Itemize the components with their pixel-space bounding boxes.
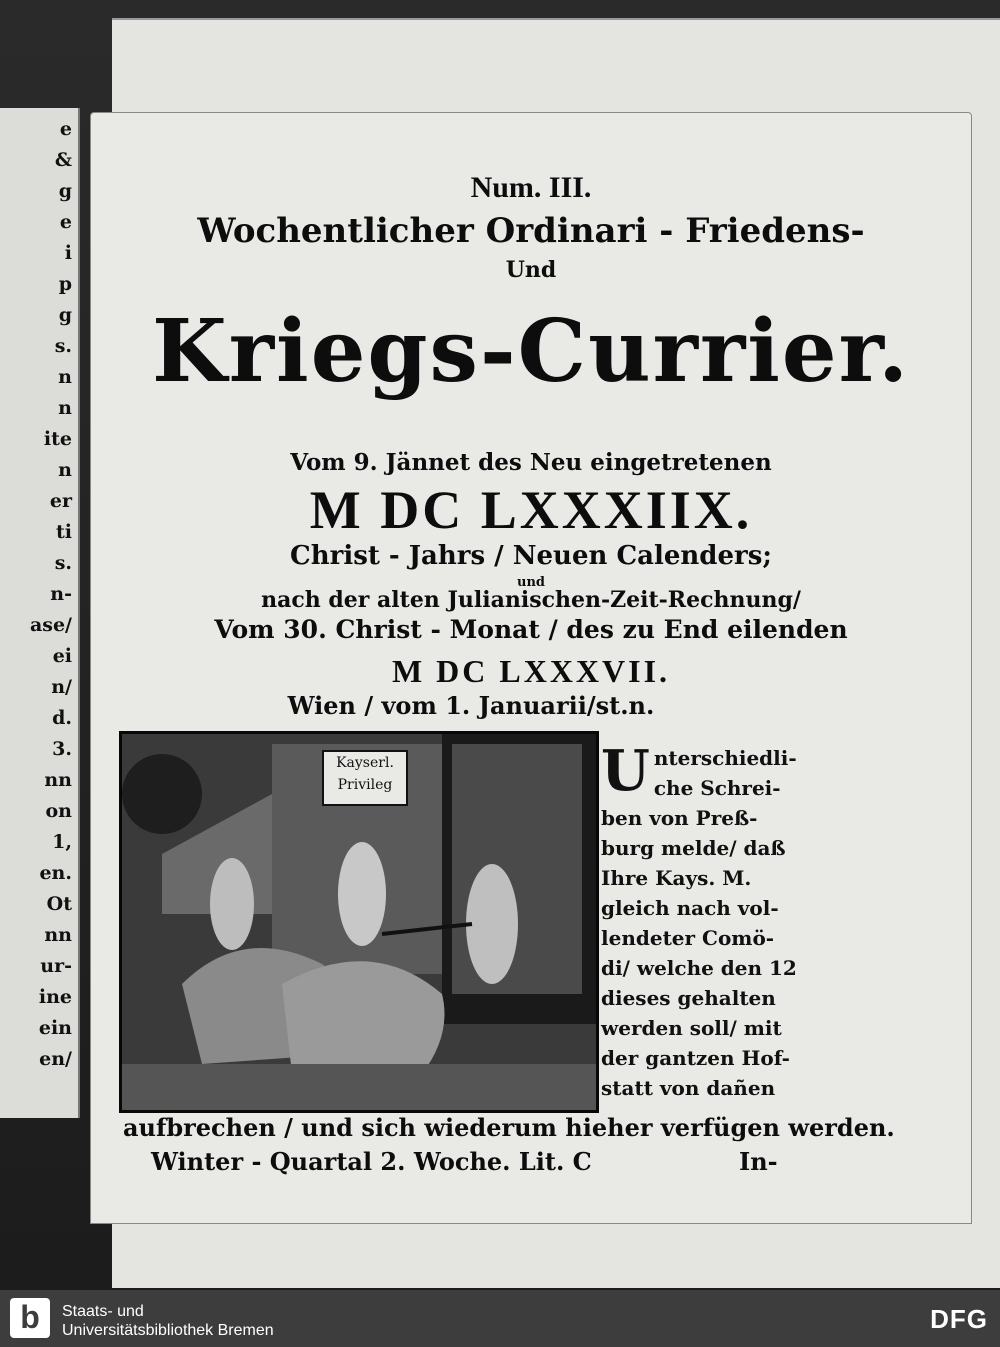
left-page-fragment: ite bbox=[43, 428, 72, 450]
left-page-fragment: 3. bbox=[52, 738, 72, 760]
left-page-fragment: on bbox=[45, 800, 72, 822]
left-page-fragment: i bbox=[64, 242, 72, 264]
woodcut-illustration bbox=[119, 731, 599, 1113]
left-page-fragment: g bbox=[58, 180, 72, 202]
date-line-1: Vom 9. Jännet des Neu eingetretenen bbox=[290, 449, 772, 476]
article-line: werden soll/ mit bbox=[601, 1016, 782, 1040]
left-page-fragment: er bbox=[49, 490, 72, 512]
article-line: che Schrei- bbox=[653, 776, 781, 800]
left-page-fragment: en. bbox=[39, 862, 72, 884]
left-page-fragment: Ot bbox=[46, 893, 72, 915]
left-page-fragment: s. bbox=[54, 335, 72, 357]
left-page-fragment: nn bbox=[44, 769, 72, 791]
institution-line-1: Staats- und bbox=[62, 1303, 144, 1320]
left-page-fragment: en/ bbox=[39, 1048, 72, 1070]
article-column bbox=[601, 738, 801, 1103]
date-line-3: nach der alten Julianischen-Zeit-Rechnung/ bbox=[261, 587, 801, 613]
article-line: di/ welche den 12 bbox=[601, 956, 797, 980]
left-page-fragment: ei bbox=[52, 645, 72, 667]
institution-name[interactable] bbox=[62, 1302, 274, 1340]
left-page-fragment: s. bbox=[54, 552, 72, 574]
article-line: lendeter Comö- bbox=[601, 926, 775, 950]
left-page-fragment: n bbox=[58, 366, 72, 388]
sub-bremen-logo-icon[interactable]: b bbox=[10, 1298, 50, 1338]
left-page-fragment: p bbox=[58, 273, 72, 295]
left-page-fragment: ein bbox=[38, 1017, 72, 1039]
article-full-line: aufbrechen / und sich wiederum hieher verfügen werden. bbox=[123, 1113, 895, 1142]
woodcut-sign-line-2: Privileg bbox=[337, 777, 393, 793]
article-line: ben von Preß- bbox=[601, 806, 758, 830]
signature-line: Winter - Quartal 2. Woche. Lit. C bbox=[151, 1147, 592, 1176]
left-page-fragment: ine bbox=[38, 986, 72, 1008]
left-page-fragment: n bbox=[58, 459, 72, 481]
left-page-fragment: e bbox=[59, 211, 72, 233]
year-new-style: M DC LXXXIIX. bbox=[309, 480, 753, 540]
left-page-fragment: ti bbox=[56, 521, 72, 543]
newspaper-page bbox=[90, 112, 972, 1224]
date-line-4: Vom 30. Christ - Monat / des zu End eilenden bbox=[214, 615, 848, 644]
article-line: statt von dañen bbox=[601, 1076, 776, 1100]
catchword: In- bbox=[739, 1147, 778, 1176]
title-und: Und bbox=[505, 257, 557, 283]
left-page-fragment: d. bbox=[52, 707, 72, 729]
date-line-2: Christ - Jahrs / Neuen Calenders; bbox=[290, 541, 772, 571]
library-footer bbox=[0, 1290, 1000, 1347]
article-line: gleich nach vol- bbox=[601, 896, 779, 920]
left-page-fragment: g bbox=[58, 304, 72, 326]
left-neighbour-page bbox=[0, 108, 80, 1118]
dropcap: U bbox=[601, 738, 650, 804]
left-page-fragment: n bbox=[58, 397, 72, 419]
article-line: der gantzen Hof- bbox=[601, 1046, 790, 1070]
woodcut-sign bbox=[322, 750, 408, 806]
left-page-fragment: nn bbox=[44, 924, 72, 946]
und-small: und bbox=[517, 575, 545, 590]
left-page-fragment: & bbox=[54, 149, 72, 171]
institution-line-2: Universitätsbibliothek Bremen bbox=[62, 1322, 274, 1339]
article-line: burg melde/ daß bbox=[601, 836, 786, 860]
left-page-fragment: n/ bbox=[51, 676, 72, 698]
dfg-logo[interactable]: DFG bbox=[930, 1304, 988, 1334]
left-page-fragment: n- bbox=[50, 583, 72, 605]
title-line-1: Wochentlicher Ordinari - Friedens- bbox=[197, 211, 865, 251]
woodcut-sign-line-1: Kayserl. bbox=[336, 755, 394, 771]
year-old-style: M DC LXXXVII. bbox=[391, 653, 671, 689]
title-main: Kriegs-Currier. bbox=[151, 301, 911, 402]
article-line: Ihre Kays. M. bbox=[601, 866, 752, 890]
article-line: dieses gehalten bbox=[601, 986, 776, 1010]
left-page-fragment: e bbox=[59, 118, 72, 140]
issue-number: Num. III. bbox=[470, 171, 592, 204]
left-page-fragment: ase/ bbox=[29, 614, 72, 636]
left-page-fragment: 1, bbox=[52, 831, 72, 853]
place-date: Wien / vom 1. Januarii/st.n. bbox=[287, 691, 655, 720]
article-line: nterschiedli- bbox=[653, 746, 797, 770]
left-page-fragment: ur- bbox=[40, 955, 72, 977]
